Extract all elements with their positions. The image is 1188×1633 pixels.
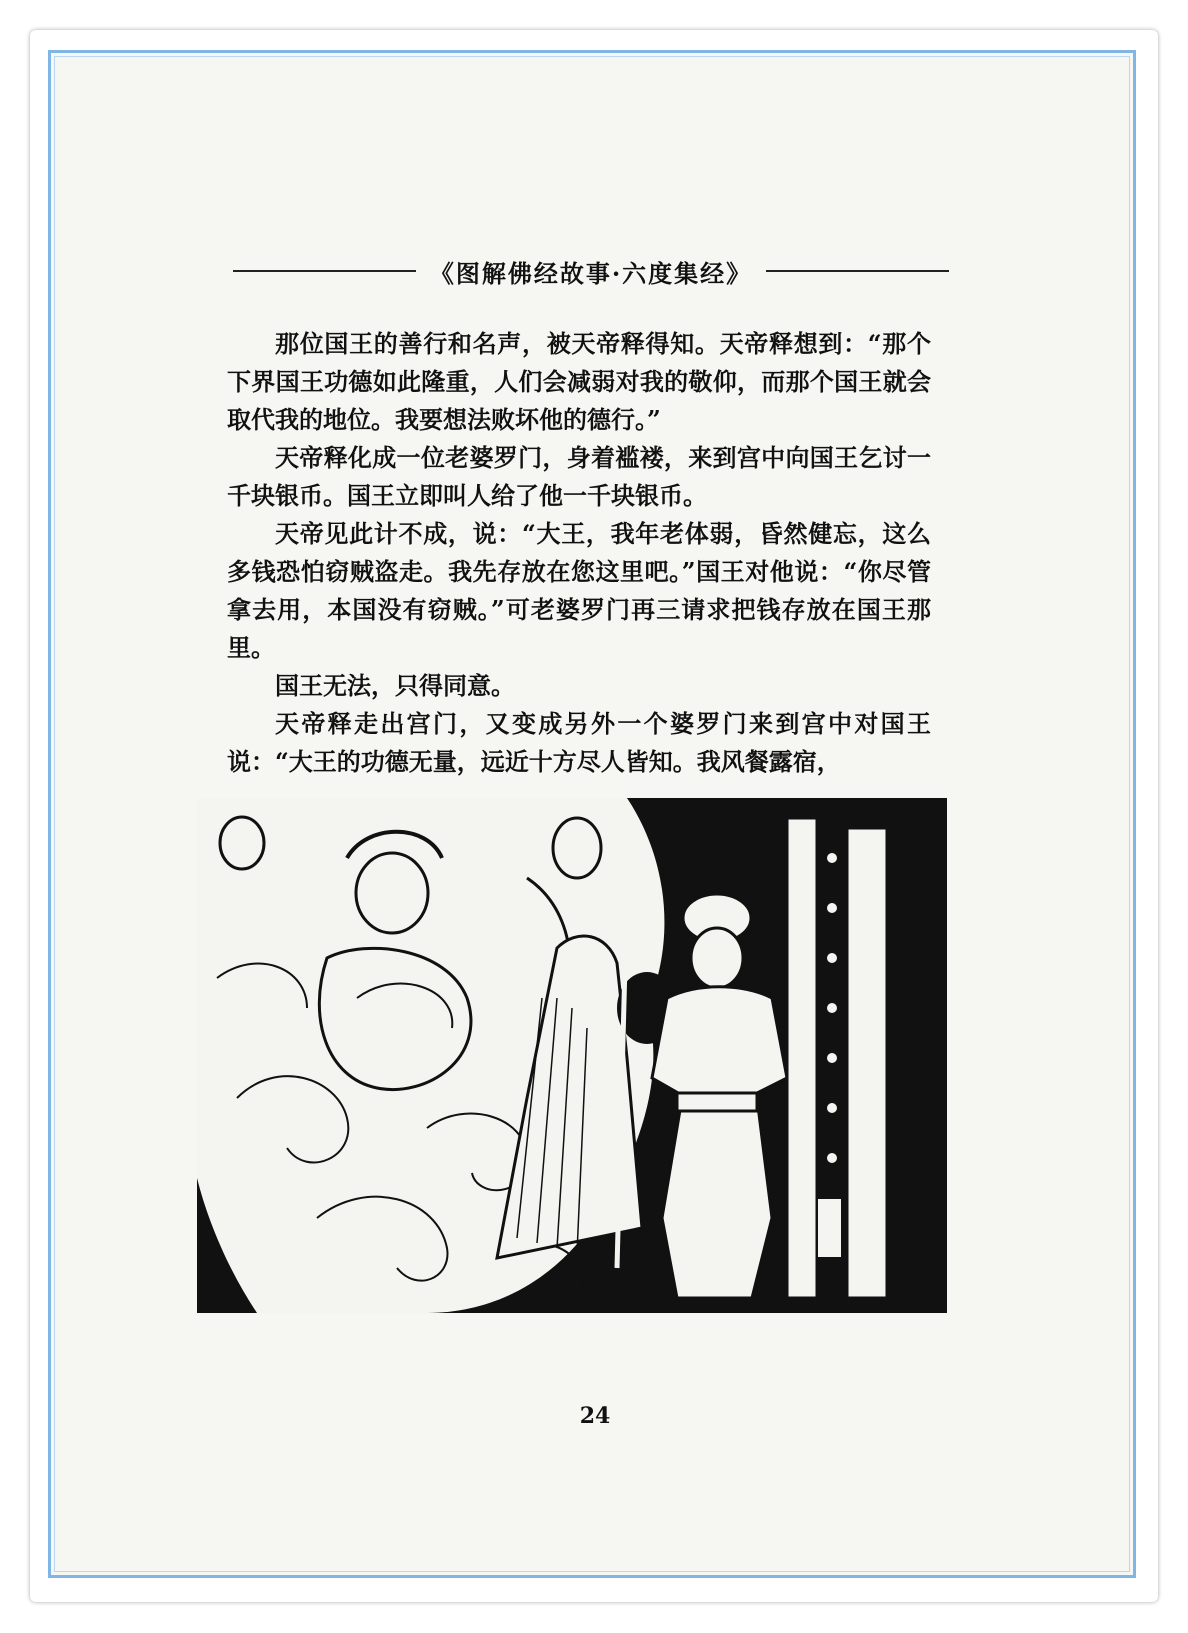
header-rule-right bbox=[766, 270, 949, 272]
paragraph: 天帝释化成一位老婆罗门，身着褴褛，来到宫中向国王乞讨一千块银币。国王立即叫人给了他一千块银币。 bbox=[227, 443, 931, 510]
paragraph: 国王无法，只得同意。 bbox=[275, 671, 515, 700]
paragraph: 天帝见此计不成，说：“大王，我年老体弱，昏然健忘，这么多钱恐怕窃贼盗走。我先存放在您这里吧。”国王对他说：“你尽管拿去用，本国没有窃贼。”可老婆罗门再三请求把钱存放在国王那里。 bbox=[227, 519, 931, 662]
palace-door bbox=[787, 818, 937, 1308]
page-card bbox=[30, 30, 1158, 1602]
page-frame bbox=[48, 50, 1136, 1578]
guard-figure bbox=[652, 894, 787, 1298]
deity-figures bbox=[220, 817, 601, 1090]
brahmin-figure bbox=[497, 880, 677, 1268]
story-illustration bbox=[197, 798, 947, 1313]
paragraph: 那位国王的善行和名声，被天帝释得知。天帝释想到：“那个下界国王功德如此隆重，人们会减弱对我的敬仰，而那个国王就会取代我的地位。我要想法败坏他的德行。” bbox=[227, 329, 931, 434]
cloud-shape bbox=[197, 798, 664, 1313]
header-rule-left bbox=[233, 270, 416, 272]
paragraph: 天帝释走出宫门，又变成另外一个婆罗门来到宫中对国王说：“大王的功德无量，远近十方尽人皆知。我风餐露宿， bbox=[227, 709, 931, 776]
story-text bbox=[227, 325, 931, 781]
running-header bbox=[233, 253, 949, 289]
page-number: 24 bbox=[579, 1403, 611, 1429]
header-title: 《图解佛经故事·六度集经》 bbox=[429, 258, 753, 288]
cloud-swirls bbox=[217, 964, 582, 1288]
